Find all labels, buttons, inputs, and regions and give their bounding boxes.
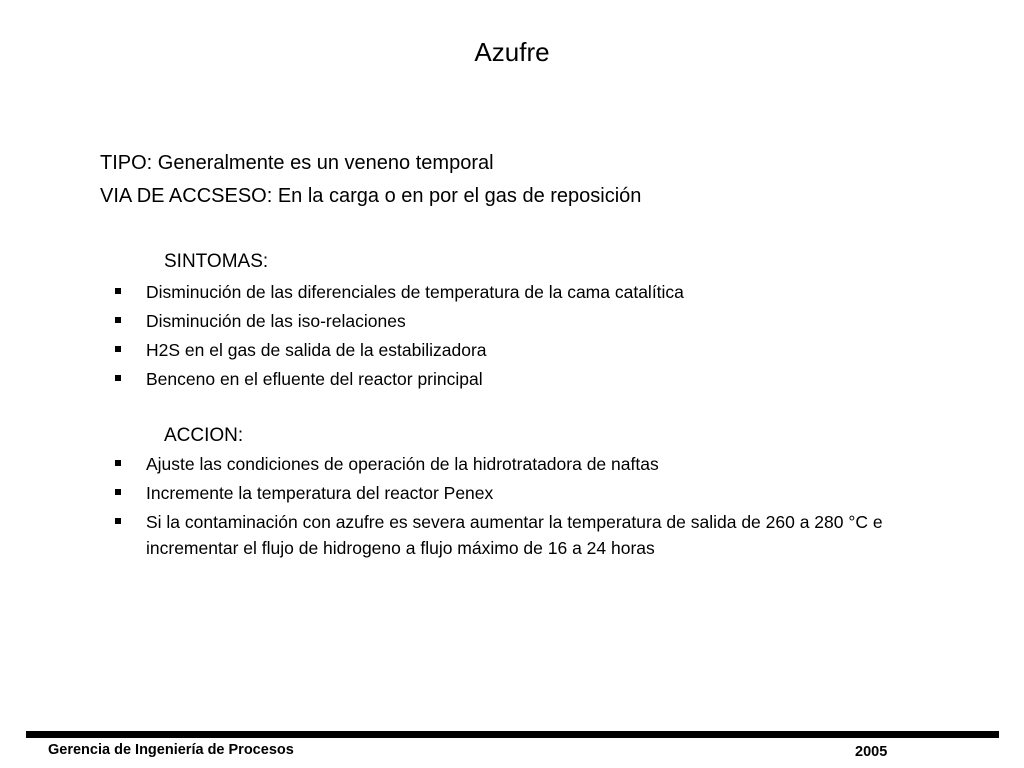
square-bullet-icon xyxy=(115,460,121,466)
sintomas-bullet-item xyxy=(115,337,955,363)
footer-divider xyxy=(26,731,999,738)
accion-bullet-item xyxy=(115,451,955,477)
sintomas-bullet-item xyxy=(115,366,955,392)
sintomas-bullet-item xyxy=(115,279,955,305)
accion-bullet-item xyxy=(115,509,955,561)
square-bullet-icon xyxy=(115,288,121,294)
slide-title: Azufre xyxy=(474,37,550,67)
bullet-text: Benceno en el efluente del reactor principal xyxy=(146,369,483,389)
via-de-acceso-line: VIA DE ACCSESO: En la carga o en por el gas de reposición xyxy=(100,185,642,207)
square-bullet-icon xyxy=(115,375,121,381)
bullet-text: Disminución de las diferenciales de temperatura de la cama catalítica xyxy=(146,282,684,302)
square-bullet-icon xyxy=(115,518,121,524)
accion-bullet-item xyxy=(115,480,955,506)
square-bullet-icon xyxy=(115,346,121,352)
bullet-text: Incremente la temperatura del reactor Penex xyxy=(146,483,494,503)
square-bullet-icon xyxy=(115,317,121,323)
bullet-text: Ajuste las condiciones de operación de la hidrotratadora de naftas xyxy=(146,454,659,474)
bullet-text: H2S en el gas de salida de la estabilizadora xyxy=(146,340,487,360)
footer-year: 2005 xyxy=(855,744,888,760)
sintomas-heading: SINTOMAS: xyxy=(164,251,269,272)
sintomas-bullet-item xyxy=(115,308,955,334)
tipo-line: TIPO: Generalmente es un veneno temporal xyxy=(100,152,494,174)
footer-organization: Gerencia de Ingeniería de Procesos xyxy=(48,742,294,758)
accion-heading: ACCION: xyxy=(164,425,244,446)
bullet-text: Si la contaminación con azufre es severa aumentar la temperatura de salida de 260 a 280 °C e incrementar el flujo de hidrogeno a flujo máximo de 16 a 24 horas xyxy=(146,512,883,558)
square-bullet-icon xyxy=(115,489,121,495)
bullet-text: Disminución de las iso-relaciones xyxy=(146,311,406,331)
